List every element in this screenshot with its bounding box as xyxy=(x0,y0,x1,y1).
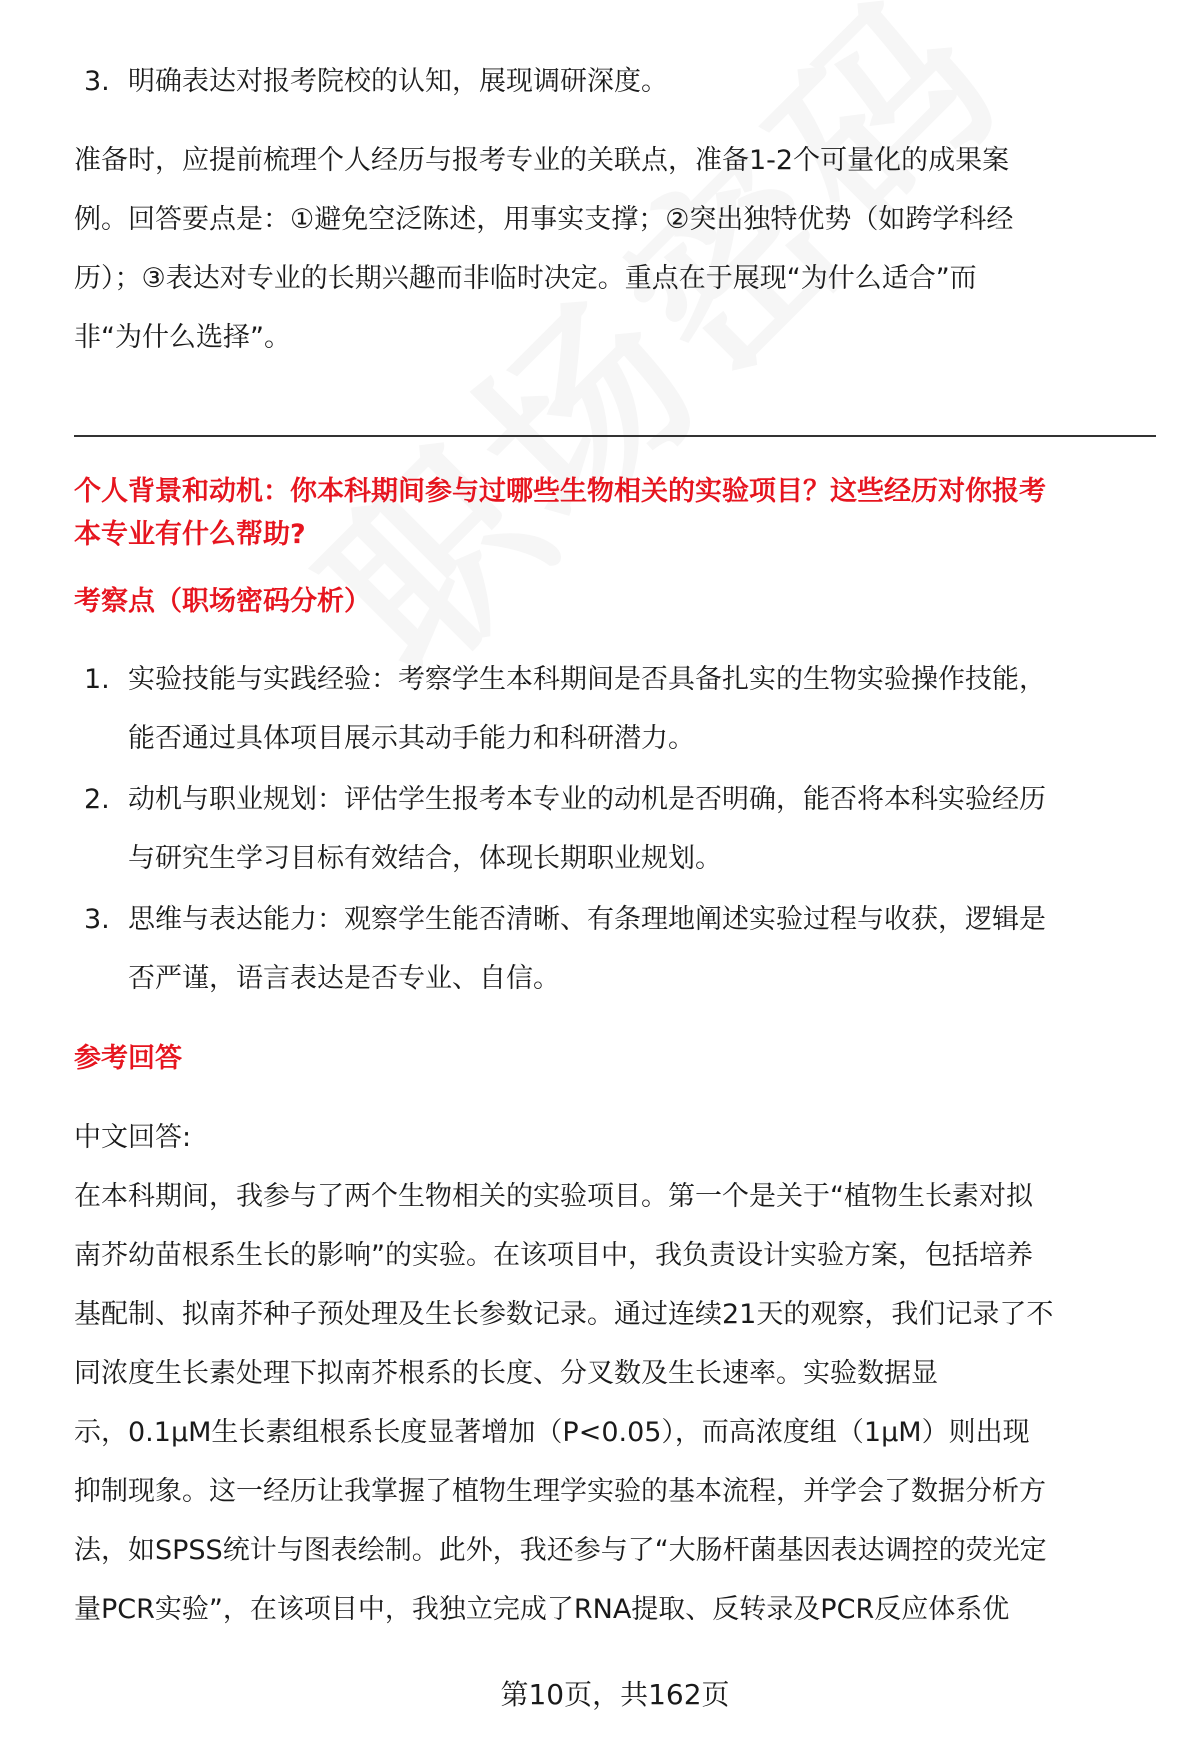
analysis-heading: 考察点（职场密码分析） xyxy=(74,586,371,617)
document-page xyxy=(74,0,1156,1755)
paragraph-line: 准备时，应提前梳理个人经历与报考专业的关联点，准备1-2个可量化的成果案 xyxy=(74,145,1010,176)
answer-body xyxy=(74,1167,1156,1639)
answer-line: 量PCR实验”，在该项目中，我独立完成了RNA提取、反转录及PCR反应体系优 xyxy=(74,1594,1010,1625)
answer-line: 法，如SPSS统计与图表绘制。此外，我还参与了“大肠杆菌基因表达调控的荧光定 xyxy=(74,1535,1047,1566)
list-line: 与研究生学习目标有效结合，体现长期职业规划。 xyxy=(128,843,722,874)
answer-line: 抑制现象。这一经历让我掌握了植物生理学实验的基本流程，并学会了数据分析方 xyxy=(74,1476,1046,1507)
question-line: 个人背景和动机：你本科期间参与过哪些生物相关的实验项目？这些经历对你报考 xyxy=(74,476,1046,507)
answer-line: 在本科期间，我参与了两个生物相关的实验项目。第一个是关于“植物生长素对拟 xyxy=(74,1181,1033,1212)
list-number: 3. xyxy=(84,904,110,935)
question-heading xyxy=(74,470,1156,556)
list-line: 否严谨，语言表达是否专业、自信。 xyxy=(128,963,560,994)
answer-line: 基配制、拟南芥种子预处理及生长参数记录。通过连续21天的观察，我们记录了不 xyxy=(74,1299,1054,1330)
list-number: 2. xyxy=(84,784,110,815)
list-line: 能否通过具体项目展示其动手能力和科研潜力。 xyxy=(128,723,695,754)
answer-line: 南芥幼苗根系生长的影响”的实验。在该项目中，我负责设计实验方案，包括培养 xyxy=(74,1240,1033,1271)
answer-line: 示，0.1μM生长素组根系长度显著增加（P<0.05），而高浓度组（1μM）则出现 xyxy=(74,1417,1030,1448)
prep-paragraph xyxy=(74,131,1156,367)
list-line: 思维与表达能力：观察学生能否清晰、有条理地阐述实验过程与收获，逻辑是 xyxy=(128,904,1046,935)
list-text xyxy=(128,770,1200,888)
section-divider xyxy=(74,435,1156,437)
answer-label: 中文回答: xyxy=(74,1122,192,1153)
answer-heading: 参考回答 xyxy=(74,1043,182,1074)
paragraph-line: 非“为什么选择”。 xyxy=(74,322,291,353)
paragraph-line: 例。回答要点是：①避免空泛陈述，用事实支撑；②突出独特优势（如跨学科经 xyxy=(74,204,1014,235)
list-number: 3. xyxy=(84,66,110,97)
list-line: 动机与职业规划：评估学生报考本专业的动机是否明确，能否将本科实验经历 xyxy=(128,784,1046,815)
answer-line: 同浓度生长素处理下拟南芥根系的长度、分叉数及生长速率。实验数据显 xyxy=(74,1358,938,1389)
paragraph-line: 历）；③表达对专业的长期兴趣而非临时决定。重点在于展现“为什么适合”而 xyxy=(74,263,977,294)
page-footer: 第10页，共162页 xyxy=(500,1678,730,1711)
list-number: 1. xyxy=(84,664,110,695)
question-line: 本专业有什么帮助? xyxy=(74,519,306,550)
list-text xyxy=(128,890,1200,1008)
list-text: 明确表达对报考院校的认知，展现调研深度。 xyxy=(128,66,668,97)
list-text xyxy=(128,650,1200,768)
list-line: 实验技能与实践经验：考察学生本科期间是否具备扎实的生物实验操作技能， xyxy=(128,664,1046,695)
